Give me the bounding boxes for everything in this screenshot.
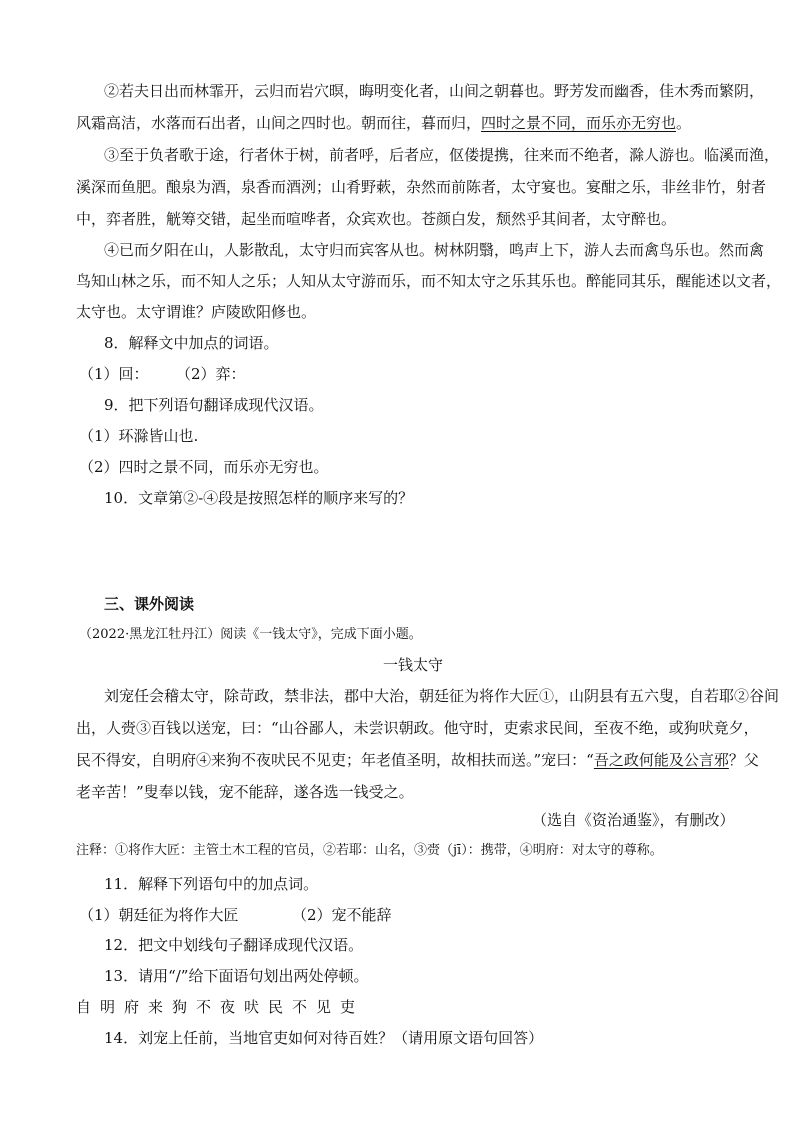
question-14: 14．刘宠上任前，当地官吏如何对待百姓？（请用原文语句回答） bbox=[104, 1029, 544, 1047]
reading-intro: （2022·黑龙江牡丹江）阅读《一钱太守》，完成下面小题。 bbox=[79, 627, 422, 642]
section-heading: 三、课外阅读 bbox=[104, 595, 195, 613]
reading-title: 一钱太守 bbox=[383, 656, 444, 674]
reading-text-line-4: 老辛苦！”叟奉以钱，宠不能辞，遂各选一钱受之。 bbox=[76, 783, 414, 801]
question-11: 11．解释下列语句中的加点词。 bbox=[104, 875, 319, 893]
passage-paragraph-4-line-3: 太守也。太守谓谁？庐陵欧阳修也。 bbox=[76, 303, 317, 321]
reading-text-line-1: 刘宠任会稽太守，除苛政，禁非法，郡中大治，朝廷征为将作大匠①，山阴县有五六叟，自若耶②谷间 bbox=[104, 687, 780, 705]
reading-text-line-2: 出，人赍③百钱以送宠，曰：“山谷鄙人，未尝识朝政。他守时，吏索求民间，至夜不绝，或狗吠竟夕， bbox=[76, 719, 759, 737]
question-13-sentence: 自明府来狗不夜吠民不见吏 bbox=[76, 998, 365, 1016]
reading-text: ？父 bbox=[728, 751, 759, 769]
passage-paragraph-4-line-1: ④已而夕阳在山，人影散乱，太守归而宾客从也。树林阴翳，鸣声上下，游人去而禽鸟乐也。然而禽 bbox=[104, 241, 765, 259]
reading-source: （选自《资治通鉴》，有删改） bbox=[532, 811, 735, 829]
passage-paragraph-3-line-2: 溪深而鱼肥。酿泉为酒，泉香而酒洌；山肴野蔌，杂然而前陈者，太守宴也。宴酣之乐，非丝非竹，射者 bbox=[76, 178, 767, 196]
question-8-item-1: （1）回： bbox=[79, 365, 149, 383]
question-9: 9．把下列语句翻译成现代汉语。 bbox=[104, 396, 324, 414]
reading-notes: 注释：①将作大匠：主管土木工程的官员，②若耶：山名，③赍（jī）：携带，④明府：对太守的尊称。 bbox=[76, 843, 663, 858]
question-12: 12．把文中划线句子翻译成现代汉语。 bbox=[104, 936, 364, 954]
underlined-sentence: 四时之景不同，而乐亦无穷也 bbox=[481, 114, 677, 132]
question-9-item-1: （1）环滁皆山也. bbox=[79, 427, 199, 445]
reading-text: 民不得安，自明府④来狗不夜吠民不见吏；年老值圣明，故相扶而送。”宠曰：“ bbox=[76, 751, 594, 769]
question-11-item-2: （2）宠不能辞 bbox=[292, 906, 392, 924]
passage-paragraph-3-line-3: 中，弈者胜，觥筹交错，起坐而喧哗者，众宾欢也。苍颜白发，颓然乎其间者，太守醉也。 bbox=[76, 210, 677, 228]
question-11-item-1: （1）朝廷征为将作大匠 bbox=[79, 906, 239, 924]
passage-paragraph-2-line-1: ②若夫日出而林霏开，云归而岩穴暝，晦明变化者，山间之朝暮也。野芳发而幽香，佳木秀而繁阴， bbox=[104, 82, 765, 100]
underlined-sentence: 吾之政何能及公言邪 bbox=[593, 751, 729, 769]
question-8: 8．解释文中加点的词语。 bbox=[104, 334, 279, 352]
reading-text-line-3 bbox=[76, 750, 759, 770]
passage-text: 风霜高洁，水落而石出者，山间之四时也。朝而往，暮而归， bbox=[76, 114, 482, 132]
passage-paragraph-4-line-2: 鸟知山林之乐，而不知人之乐；人知从太守游而乐，而不知太守之乐其乐也。醉能同其乐，醒能述以文者， bbox=[76, 272, 782, 290]
question-9-item-2: （2）四时之景不同，而乐亦无穷也。 bbox=[79, 458, 329, 476]
question-13: 13．请用“/”给下面语句划出两处停顿。 bbox=[104, 967, 369, 985]
question-8-item-2: （2）弈： bbox=[176, 365, 246, 383]
question-10: 10．文章第②-④段是按照怎样的顺序来写的？ bbox=[104, 489, 414, 507]
passage-paragraph-3-line-1: ③至于负者歌于途，行者休于树，前者呼，后者应，伛偻提携，往来而不绝者，滁人游也。临溪而渔， bbox=[104, 146, 780, 164]
passage-paragraph-2-line-2 bbox=[76, 113, 691, 133]
passage-text: 。 bbox=[676, 114, 692, 132]
